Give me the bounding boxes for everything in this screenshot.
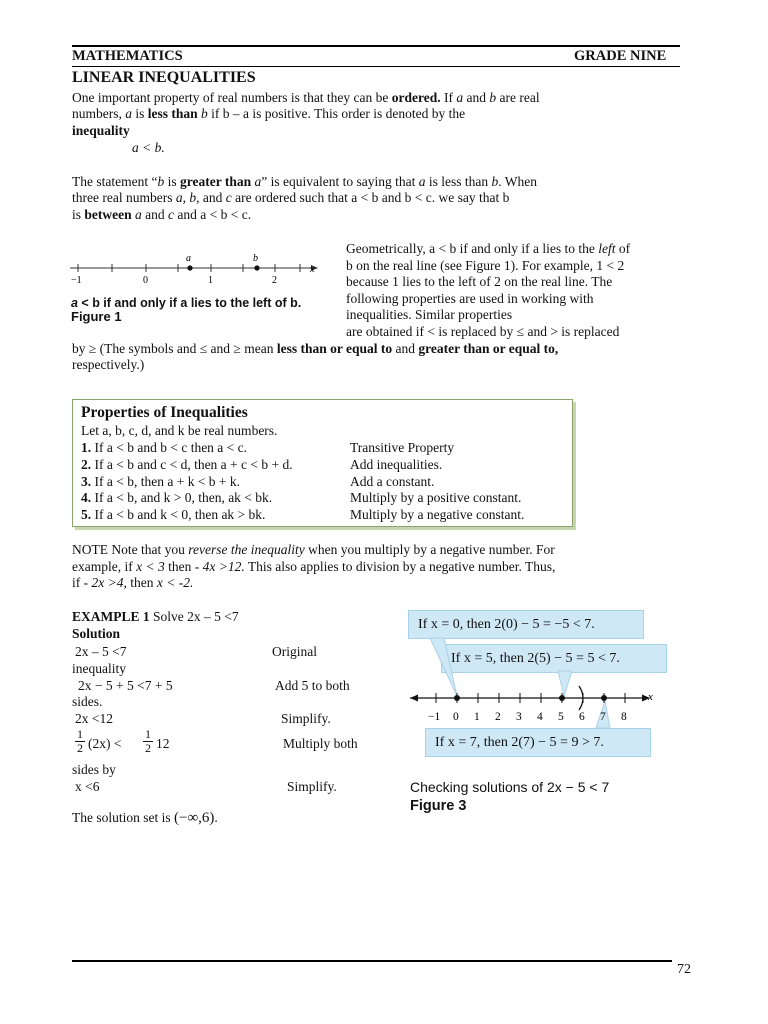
- greater-line-1: The statement “b is greater than a” is equivalent to saying that a is less than b. When: [72, 174, 537, 189]
- tick-label: 2: [495, 711, 501, 723]
- figure-3-label: Figure 3: [410, 798, 467, 814]
- step-4-cont: sides by: [72, 762, 116, 777]
- property-name-1: Transitive Property: [350, 440, 455, 455]
- point-a: [187, 265, 192, 270]
- callout-x0: If x = 0, then 2(0) − 5 = −5 < 7.: [408, 610, 644, 639]
- tick-label: 4: [537, 711, 543, 723]
- geometric-line-3: because 1 lies to the left of 2 on the real line. The: [346, 274, 613, 289]
- tick-label: 5: [558, 711, 564, 723]
- note-line-1: NOTE Note that you reverse the inequality when you multiply by a negative number. For: [72, 542, 555, 557]
- header-subject: MATHEMATICS: [72, 48, 183, 64]
- tick-label: 8: [621, 711, 627, 723]
- greater-line-2: three real numbers a, b, and c are ordered such that a < b and b < c. we say that b: [72, 190, 510, 205]
- tick-label: 7: [600, 711, 606, 723]
- page-number: 72: [677, 962, 691, 977]
- intro-line-1: One important property of real numbers is that they can be ordered. If a and b are real: [72, 90, 540, 105]
- geometric-line-5: inequalities. Similar properties: [346, 307, 513, 322]
- point-0: [454, 695, 460, 701]
- property-name-5: Multiply by a negative constant.: [350, 507, 525, 522]
- frac-den: 2: [145, 741, 151, 755]
- step-4-expr: (2x) <: [88, 736, 122, 751]
- point-b: [254, 265, 259, 270]
- greater-line-3: is between a and c and a < b < c.: [72, 207, 252, 222]
- properties-title: Properties of Inequalities: [81, 404, 248, 421]
- property-rule-5: 5. If a < b and k < 0, then ak > bk.: [81, 507, 266, 522]
- property-name-3: Add a constant.: [350, 474, 435, 489]
- tick-label: 0: [143, 275, 148, 286]
- step-2-expr: 2x − 5 + 5 <7 + 5: [78, 678, 173, 693]
- frac-den: 2: [77, 741, 83, 755]
- step-4-tail: 12: [156, 736, 170, 751]
- solution-label: Solution: [72, 626, 121, 641]
- step-1-expr: 2x – 5 <7: [75, 644, 127, 659]
- tick-label: −1: [428, 711, 441, 723]
- point-7: [601, 695, 607, 701]
- figure-1-label: Figure 1: [71, 309, 122, 324]
- figure-3-number-line: [408, 636, 668, 756]
- header-grade: GRADE NINE: [574, 48, 667, 64]
- figure-1-caption: a < b if and only if a lies to the left of b.: [71, 296, 302, 310]
- geometric-line-2: b on the real line (see Figure 1). For example, 1 < 2: [346, 258, 625, 273]
- fraction-half-2: [143, 728, 153, 755]
- step-2-reason: Add 5 to both: [275, 678, 350, 693]
- intro-line-3: inequality: [72, 123, 130, 138]
- tick-label: −1: [71, 275, 82, 286]
- geometric-line-6: are obtained if < is replaced by ≤ and > is replaced: [346, 324, 620, 339]
- step-3-expr: 2x <12: [75, 711, 113, 726]
- tick-label: 1: [474, 711, 480, 723]
- tick-label: 2: [272, 275, 277, 286]
- note-line-2: example, if x < 3 then - 4x >12. This also applies to division by a negative number. Thus,: [72, 559, 556, 574]
- tick-label: 1: [208, 275, 213, 286]
- header-rule-bottom: [72, 66, 680, 67]
- geometric-line-1: Geometrically, a < b if and only if a lies to the left of: [346, 241, 631, 256]
- geometric-line-8: respectively.): [72, 357, 145, 372]
- tick-label: 0: [453, 711, 459, 723]
- property-rule-4: 4. If a < b, and k > 0, then, ak < bk.: [81, 490, 273, 505]
- step-2-cont: sides.: [72, 694, 103, 709]
- step-5-reason: Simplify.: [287, 779, 337, 794]
- geometric-line-4: following properties are used in working with: [346, 291, 594, 306]
- property-rule-1: 1. If a < b and b < c then a < c.: [81, 440, 248, 455]
- tick-label: 6: [579, 711, 585, 723]
- step-5-expr: x <6: [75, 779, 100, 794]
- property-name-2: Add inequalities.: [350, 457, 443, 472]
- section-title: LINEAR INEQUALITIES: [72, 69, 256, 86]
- note-line-3: if - 2x >4, then x < -2.: [72, 575, 194, 590]
- figure-3-caption: Checking solutions of 2x − 5 < 7: [410, 779, 610, 795]
- step-1-reason: Original: [272, 644, 317, 659]
- point-5: [559, 695, 565, 701]
- step-3-reason: Simplify.: [281, 711, 331, 726]
- axis-var: x: [310, 264, 315, 275]
- properties-intro: Let a, b, c, d, and k be real numbers.: [81, 423, 278, 438]
- step-4-reason: Multiply both: [283, 736, 358, 751]
- example-heading: EXAMPLE 1 Solve 2x – 5 <7: [72, 609, 239, 624]
- property-rule-3: 3. If a < b, then a + k < b + k.: [81, 474, 241, 489]
- solution-set: The solution set is (−∞,6).: [72, 810, 218, 826]
- header-rule-top: [72, 45, 680, 47]
- axis-var: x: [648, 691, 653, 703]
- footer-rule: [72, 960, 672, 962]
- frac-num: 1: [145, 727, 151, 741]
- step-1-cont: inequality: [72, 661, 126, 676]
- point-label-b: b: [253, 253, 258, 264]
- figure-1-number-line: [68, 250, 330, 290]
- intro-line-4: a < b.: [132, 140, 165, 155]
- callout-x7: If x = 7, then 2(7) − 5 = 9 > 7.: [425, 728, 651, 757]
- property-name-4: Multiply by a positive constant.: [350, 490, 522, 505]
- intro-line-2: numbers, a is less than b if b – a is positive. This order is denoted by the: [72, 106, 466, 121]
- fraction-half-1: [75, 728, 85, 755]
- callout-x5: If x = 5, then 2(5) − 5 = 5 < 7.: [441, 644, 667, 673]
- frac-num: 1: [77, 727, 83, 741]
- property-rule-2: 2. If a < b and c < d, then a + c < b + d.: [81, 457, 293, 472]
- geometric-line-7: by ≥ (The symbols and ≤ and ≥ mean less than or equal to and greater than or equal to,: [72, 341, 559, 356]
- tick-label: 3: [516, 711, 522, 723]
- point-label-a: a: [186, 253, 191, 264]
